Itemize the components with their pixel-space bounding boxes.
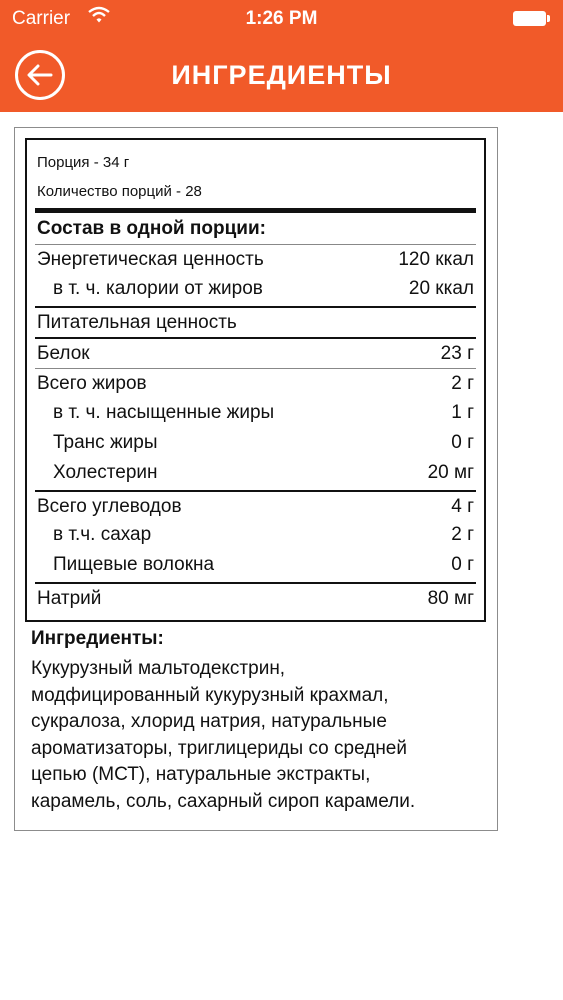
row-label: Питательная ценность [37, 312, 237, 333]
row-value: 0 г [451, 554, 474, 575]
row-value: 20 мг [427, 462, 474, 483]
ingredients-line: модфицированный кукурузный крахмал, [31, 684, 389, 706]
nutrition-row [35, 520, 476, 550]
row-label: Транс жиры [53, 432, 158, 453]
battery-icon [513, 11, 551, 26]
row-value: 80 мг [427, 588, 474, 609]
row-value: 4 г [451, 496, 474, 517]
nutrition-row [35, 550, 476, 580]
nutrition-row [35, 274, 476, 304]
thick-divider [35, 208, 476, 213]
ingredients-line: Кукурузный мальтодекстрин, [31, 658, 286, 679]
serving-size: Порция - 34 г [37, 154, 130, 171]
row-label: Пищевые волокна [53, 554, 215, 575]
ingredients-line: цепью (МСТ), натуральные экстракты, [31, 764, 371, 785]
nutrition-card [14, 127, 498, 831]
ingredients-line: карамель, соль, сахарный сироп карамели. [31, 790, 416, 812]
section-title-row [35, 214, 476, 244]
row-label: Энергетическая ценность [37, 249, 264, 270]
row-value: 20 ккал [408, 278, 474, 299]
nutrition-row [35, 582, 476, 614]
row-value: 23 г [440, 343, 474, 364]
nutrition-row [35, 337, 476, 369]
row-label: Белок [37, 343, 90, 364]
ingredients-line: ароматизаторы, триглицериды со средней [31, 737, 407, 759]
nutrition-row [35, 398, 476, 428]
row-label: в т. ч. калории от жиров [53, 278, 263, 299]
page-title: ИНГРЕДИЕНТЫ [171, 60, 392, 90]
row-label: в т. ч. насыщенные жиры [53, 402, 275, 423]
row-value: 120 ккал [398, 249, 474, 270]
app-header [0, 0, 563, 112]
nutrition-row [35, 244, 476, 275]
row-value: 2 г [451, 373, 474, 394]
carrier-label: Carrier [12, 8, 71, 29]
ingredients-title: Ингредиенты: [31, 628, 164, 649]
row-value: 1 г [451, 402, 474, 423]
row-value: 2 г [451, 524, 474, 545]
row-label: в т.ч. сахар [53, 524, 152, 545]
nutrition-row [35, 428, 476, 458]
row-label: Холестерин [53, 462, 158, 483]
nutrition-row [35, 490, 476, 522]
servings-count: Количество порций - 28 [37, 183, 202, 200]
row-label: Всего углеводов [37, 496, 182, 517]
status-bar [0, 0, 563, 38]
row-value: 0 г [451, 432, 474, 453]
ingredients-text [31, 656, 481, 815]
ingredients-line: сукралоза, хлорид натрия, натуральные [31, 711, 387, 732]
nutrition-row [35, 306, 476, 338]
row-label: Натрий [37, 588, 102, 609]
nutrition-facts-label [25, 138, 486, 622]
row-label: Всего жиров [37, 373, 147, 394]
nutrition-row [35, 458, 476, 488]
nutrition-row [35, 368, 476, 399]
status-time: 1:26 PM [245, 8, 318, 29]
section-title: Состав в одной порции: [37, 218, 266, 239]
